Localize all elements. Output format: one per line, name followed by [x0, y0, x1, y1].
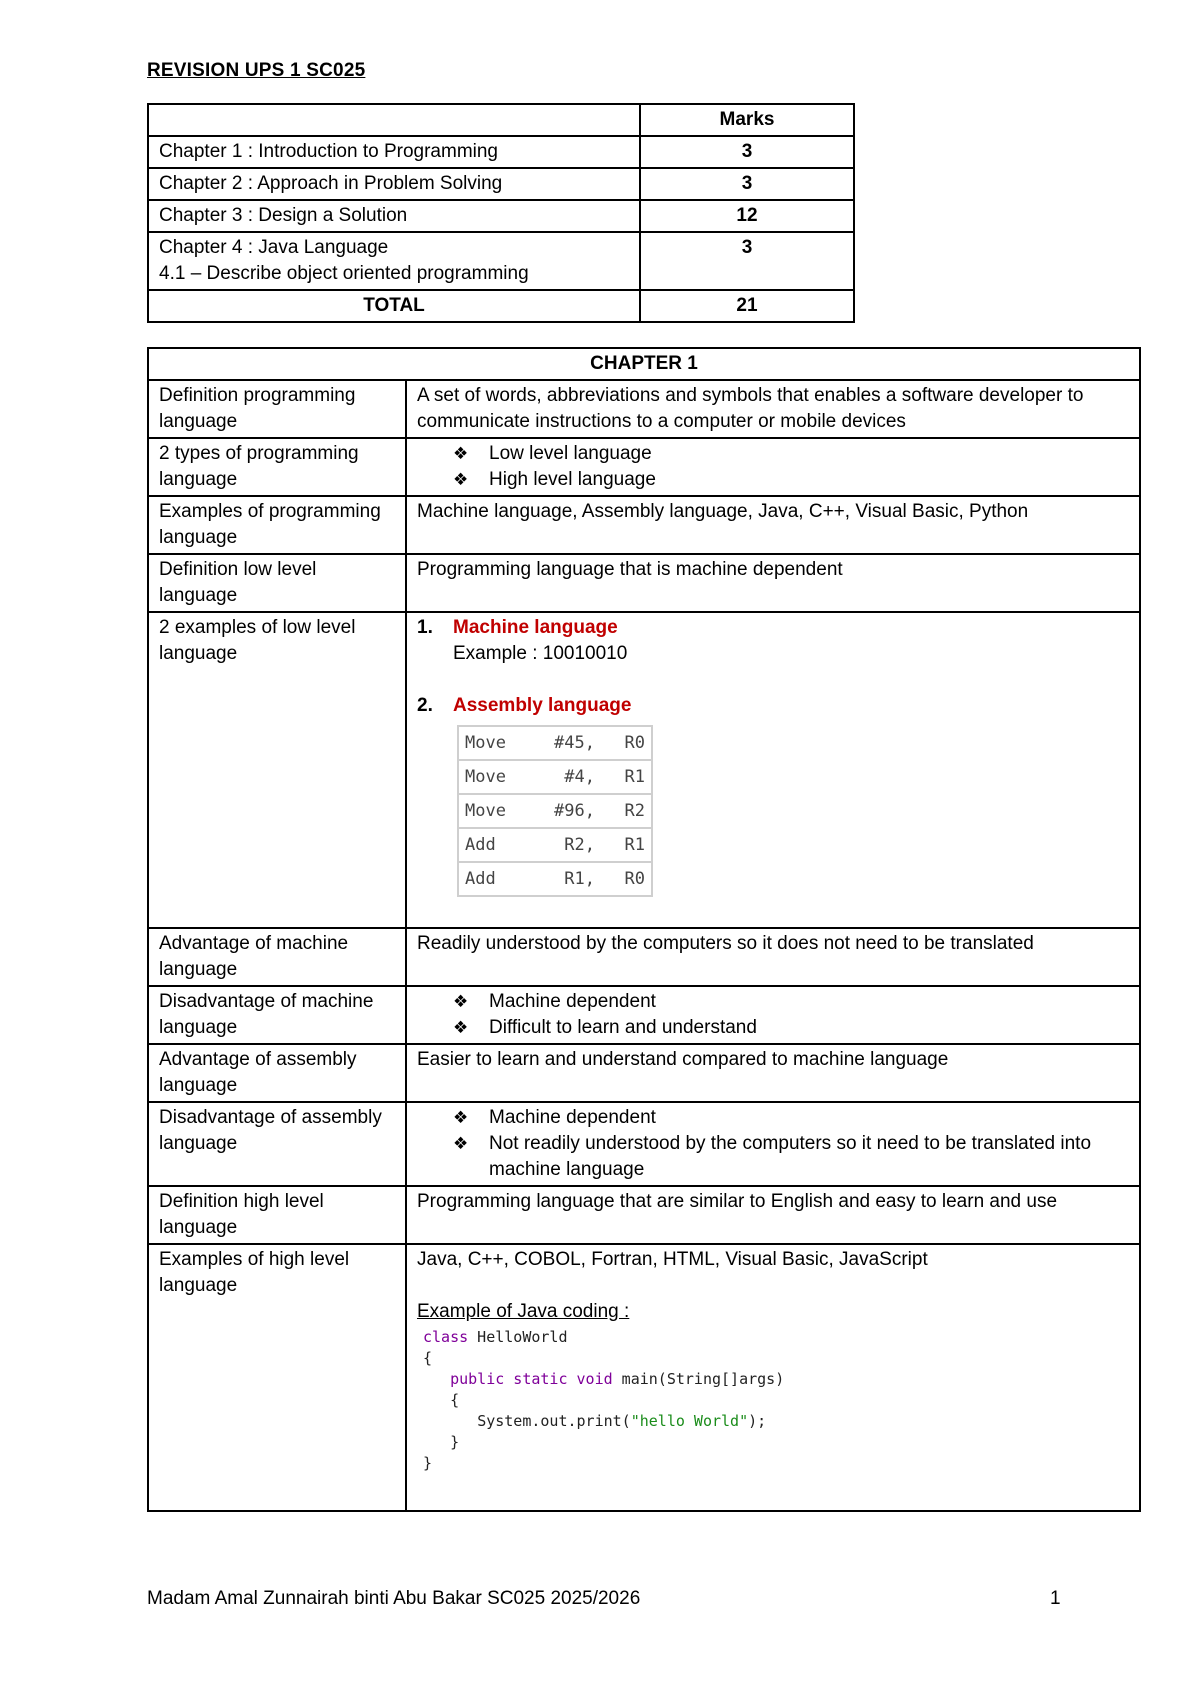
code-text: } — [450, 1433, 460, 1451]
code-text: { — [450, 1391, 460, 1409]
code-line — [423, 1432, 1129, 1453]
high-level-examples: Java, C++, COBOL, Fortran, HTML, Visual Basic, JavaScript — [417, 1249, 928, 1270]
row-label: Definition low level language — [148, 554, 406, 612]
asm-reg: R1 — [624, 835, 645, 855]
chapter1-table — [147, 347, 1141, 1512]
table-row — [148, 380, 1140, 438]
asm-reg: R0 — [624, 733, 645, 753]
list-item — [453, 467, 1129, 493]
row-value: Machine language, Assembly language, Java, C++, Visual Basic, Python — [406, 496, 1140, 554]
code-line: { — [423, 1349, 433, 1367]
list-item-text: High level language — [489, 469, 656, 490]
table-row — [458, 760, 652, 794]
row-value: A set of words, abbreviations and symbols that enables a software developer to communicate instructions to a computer or mobile devices — [406, 380, 1140, 438]
row-value: Programming language that is machine dependent — [406, 554, 1140, 612]
code-text: main(String[]args) — [612, 1370, 785, 1388]
table-row — [458, 794, 652, 828]
row-value — [406, 1244, 1140, 1511]
marks-value: 3 — [640, 168, 854, 200]
list-item-text: Difficult to learn and understand — [489, 1017, 757, 1038]
marks-table — [147, 103, 855, 323]
code-text: System.out.print( — [477, 1412, 631, 1430]
table-row — [148, 554, 1140, 612]
diamond-bullet-icon: ❖ — [453, 444, 469, 463]
table-row — [148, 986, 1140, 1044]
code-text: HelloWorld — [468, 1328, 568, 1346]
java-code-block — [423, 1327, 1129, 1474]
table-row — [458, 828, 652, 862]
marks-header-blank — [148, 104, 640, 136]
list-item — [453, 1131, 1129, 1183]
row-value — [406, 612, 1140, 928]
list-item — [453, 441, 1129, 467]
marks-row — [148, 200, 854, 232]
row-value: Programming language that are similar to English and easy to learn and use — [406, 1186, 1140, 1244]
list-item-text: Machine dependent — [489, 991, 656, 1012]
code-line — [423, 1411, 1129, 1432]
table-row — [458, 862, 652, 896]
diamond-bullet-icon: ❖ — [453, 1018, 469, 1037]
row-label: Disadvantage of machine language — [148, 986, 406, 1044]
bullet-list — [417, 1105, 1129, 1183]
code-line — [423, 1369, 1129, 1390]
asm-line — [458, 794, 652, 828]
asm-line — [458, 760, 652, 794]
row-label: Advantage of machine language — [148, 928, 406, 986]
code-keyword: public static void — [450, 1370, 613, 1388]
marks-row — [148, 136, 854, 168]
list-item-text: Machine dependent — [489, 1107, 656, 1128]
row-value: Readily understood by the computers so it does not need to be translated — [406, 928, 1140, 986]
table-row — [148, 1044, 1140, 1102]
diamond-bullet-icon: ❖ — [453, 1134, 469, 1153]
marks-header: Marks — [640, 104, 854, 136]
marks-row — [148, 232, 854, 290]
table-row — [458, 726, 652, 760]
chapter1-heading: CHAPTER 1 — [148, 348, 1140, 380]
code-line: } — [423, 1454, 433, 1472]
numbered-item — [417, 693, 1129, 925]
list-item-text: Low level language — [489, 443, 652, 464]
diamond-bullet-icon: ❖ — [453, 992, 469, 1011]
table-row — [148, 438, 1140, 496]
code-line — [423, 1327, 1129, 1348]
asm-line — [458, 726, 652, 760]
asm-line — [458, 828, 652, 862]
page-title: REVISION UPS 1 SC025 — [147, 60, 366, 81]
asm-arg: #96, — [554, 801, 595, 821]
item-number: 2. — [417, 695, 433, 716]
machine-language-example: Example : 10010010 — [453, 643, 628, 664]
table-row — [148, 1244, 1140, 1511]
list-item — [453, 1105, 1129, 1131]
marks-value: 3 — [640, 232, 854, 290]
assembly-code-table — [457, 725, 653, 897]
marks-total-row — [148, 290, 854, 322]
row-label: Examples of programming language — [148, 496, 406, 554]
numbered-item — [417, 615, 1129, 667]
assembly-language-title: Assembly language — [453, 695, 632, 716]
chapter1-heading-row — [148, 348, 1140, 380]
marks-chapter-sub: 4.1 – Describe object oriented programming — [159, 263, 529, 284]
code-text: ); — [748, 1412, 767, 1430]
list-item-text: Not readily understood by the computers so it need to be translated into machine language — [489, 1133, 1092, 1180]
row-value — [406, 438, 1140, 496]
row-label: Examples of high level language — [148, 1244, 406, 1511]
row-label: Definition high level language — [148, 1186, 406, 1244]
page-number: 1 — [1050, 1588, 1061, 1609]
marks-chapter: Chapter 3 : Design a Solution — [148, 200, 640, 232]
table-row — [148, 1186, 1140, 1244]
table-row — [148, 496, 1140, 554]
asm-arg: #45, — [554, 733, 595, 753]
asm-arg: R1, — [564, 869, 595, 889]
row-label: 2 examples of low level language — [148, 612, 406, 928]
asm-op: Add — [465, 869, 496, 889]
diamond-bullet-icon: ❖ — [453, 1108, 469, 1127]
marks-chapter — [148, 232, 640, 290]
list-item — [453, 989, 1129, 1015]
asm-reg: R1 — [624, 767, 645, 787]
bullet-list — [417, 441, 1129, 493]
asm-op: Move — [465, 767, 506, 787]
code-string: "hello World" — [630, 1412, 749, 1430]
asm-op: Move — [465, 801, 506, 821]
code-line — [423, 1390, 1129, 1411]
list-item — [453, 1015, 1129, 1041]
marks-total-value: 21 — [640, 290, 854, 322]
marks-value: 12 — [640, 200, 854, 232]
asm-reg: R2 — [624, 801, 645, 821]
table-row — [148, 612, 1140, 928]
row-value — [406, 1102, 1140, 1186]
row-label: 2 types of programming language — [148, 438, 406, 496]
code-keyword: class — [423, 1328, 469, 1346]
asm-arg: #4, — [564, 767, 595, 787]
item-number: 1. — [417, 617, 433, 638]
marks-chapter: Chapter 1 : Introduction to Programming — [148, 136, 640, 168]
asm-op: Add — [465, 835, 496, 855]
diamond-bullet-icon: ❖ — [453, 470, 469, 489]
row-label: Disadvantage of assembly language — [148, 1102, 406, 1186]
asm-line — [458, 862, 652, 896]
asm-op: Move — [465, 733, 506, 753]
asm-reg: R0 — [624, 869, 645, 889]
java-code-heading: Example of Java coding : — [417, 1301, 630, 1322]
row-value — [406, 986, 1140, 1044]
marks-chapter: Chapter 2 : Approach in Problem Solving — [148, 168, 640, 200]
marks-header-row — [148, 104, 854, 136]
table-row — [148, 928, 1140, 986]
marks-chapter-title: Chapter 4 : Java Language — [159, 237, 389, 258]
table-row — [148, 1102, 1140, 1186]
row-label: Definition programming language — [148, 380, 406, 438]
marks-row — [148, 168, 854, 200]
asm-arg: R2, — [564, 835, 595, 855]
marks-value: 3 — [640, 136, 854, 168]
bullet-list — [417, 989, 1129, 1041]
machine-language-title: Machine language — [453, 617, 618, 638]
row-label: Advantage of assembly language — [148, 1044, 406, 1102]
footer-author: Madam Amal Zunnairah binti Abu Bakar SC025 2025/2026 — [147, 1588, 641, 1609]
row-value: Easier to learn and understand compared to machine language — [406, 1044, 1140, 1102]
marks-total-label: TOTAL — [148, 290, 640, 322]
